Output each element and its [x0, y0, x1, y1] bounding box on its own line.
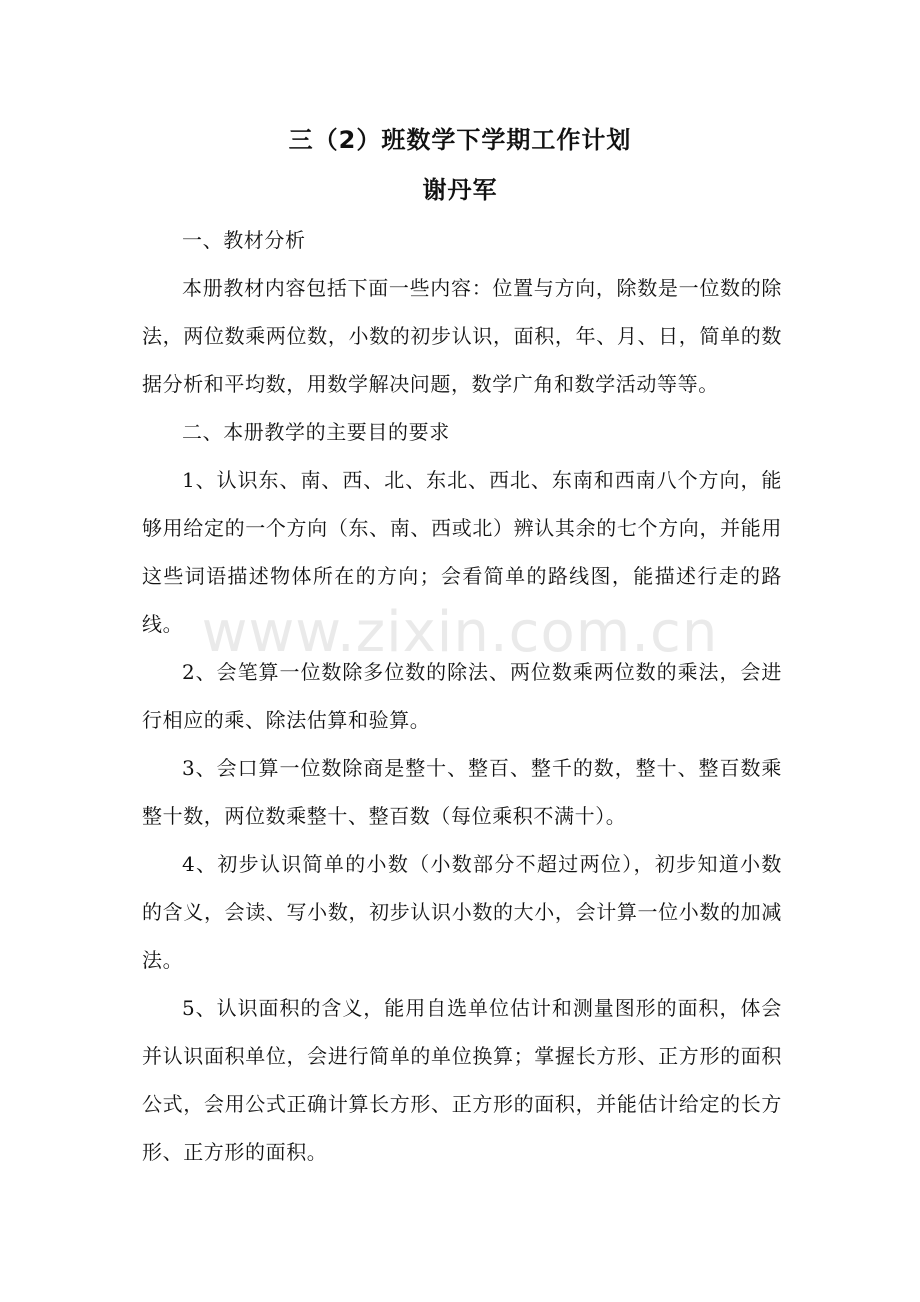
section-heading-teaching-goals: 二、本册教学的主要目的要求	[182, 420, 450, 444]
document-body	[142, 216, 782, 1176]
section-body-textbook-analysis: 本册教材内容包括下面一些内容：位置与方向，除数是一位数的除法，两位数乘两位数，小数的初步认识，面积，年、月、日，简单的数据分析和平均数，用数学解决问题，数学广角和数学活动等等。	[142, 276, 782, 396]
goal-item-5: 5、认识面积的含义，能用自选单位估计和测量图形的面积，体会并认识面积单位，会进行简单的单位换算；掌握长方形、正方形的面积公式，会用公式正确计算长方形、正方形的面积，并能估计给定的长方形、正方形的面积。	[142, 996, 782, 1164]
goal-item-4: 4、初步认识简单的小数（小数部分不超过两位），初步知道小数的含义，会读、写小数，初步认识小数的大小，会计算一位小数的加减法。	[142, 852, 782, 972]
author-name: 谢丹军	[422, 176, 498, 204]
goal-item-2: 2、会笔算一位数除多位数的除法、两位数乘两位数的乘法，会进行相应的乘、除法估算和验算。	[142, 660, 782, 732]
section-heading-textbook-analysis: 一、教材分析	[182, 228, 306, 252]
watermark: www.zixin.com.cn	[201, 600, 719, 665]
goal-item-3: 3、会口算一位数除商是整十、整百、整千的数，整十、整百数乘整十数，两位数乘整十、整百数（每位乘积不满十）。	[142, 756, 782, 828]
document-title: 三（2）班数学下学期工作计划	[288, 126, 632, 154]
goal-item-1: 1、认识东、南、西、北、东北、西北、东南和西南八个方向，能够用给定的一个方向（东、南、西或北）辨认其余的七个方向，并能用这些词语描述物体所在的方向；会看简单的路线图，能描述行走的路线。	[142, 468, 782, 636]
